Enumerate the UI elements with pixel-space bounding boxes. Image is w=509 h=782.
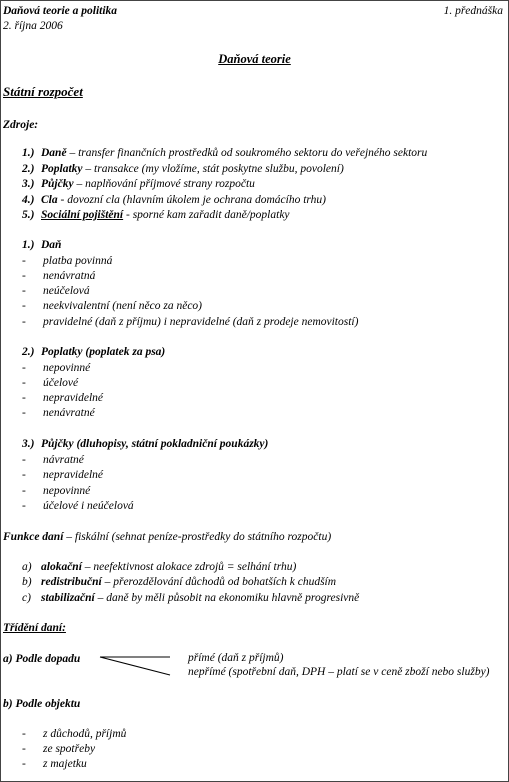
- page-title: Daňová teorie: [218, 52, 291, 66]
- list-item: c) stabilizační – daně by měli působit na ekonomiku hlavně progresivně: [22, 592, 360, 604]
- list-item: b) redistribuční – přerozdělování důchodů od bohatších k chudším: [22, 576, 337, 588]
- list-item: - z majetku: [22, 758, 87, 770]
- list-item: - účelové: [22, 377, 79, 389]
- course-name: Daňová teorie a politika: [3, 5, 118, 17]
- list-item: - ze spotřeby: [22, 743, 96, 755]
- list-item: - neúčelová: [22, 285, 90, 297]
- subsection-heading-poplatky: 2.) Poplatky (poplatek za psa): [22, 346, 166, 358]
- lecture-date: 2. října 2006: [3, 20, 63, 32]
- list-item: - návratné: [22, 454, 84, 466]
- classification-neprime: nepřímé (spotřební daň, DPH – platí se v ceně zboží nebo služby): [188, 666, 490, 678]
- subsection-heading-pujcky: 3.) Půjčky (dluhopisy, státní pokladniční poukázky): [22, 438, 269, 450]
- subsection-heading-dan: 1.) Daň: [22, 239, 62, 251]
- sources-label: Zdroje:: [3, 119, 39, 131]
- funkce-dani: Funkce daní – fiskální (sehnat peníze-prostředky do státního rozpočtu): [3, 531, 332, 543]
- list-item: - pravidelné (daň z příjmu) i nepravidelné (daň z prodeje nemovitostí): [22, 316, 359, 328]
- section-heading-trideni: Třídění daní:: [3, 622, 66, 634]
- list-item: 2.) Poplatky – transakce (my vložíme, stát poskytne službu, povolení): [22, 163, 344, 175]
- list-item: 1.) Daně – transfer finančních prostředků od soukromého sektoru do veřejného sektoru: [22, 147, 428, 159]
- list-item: - z důchodů, příjmů: [22, 728, 127, 740]
- list-item: a) alokační – neefektivnost alokace zdrojů = selhání trhu): [22, 561, 297, 573]
- lecture-number: 1. přednáška: [443, 5, 503, 17]
- classification-prime: přímé (daň z příjmů): [188, 652, 284, 664]
- section-heading-rozpocet: Státní rozpočet: [3, 84, 83, 99]
- list-item: - účelové i neúčelová: [22, 500, 134, 512]
- list-item: - nepovinné: [22, 485, 91, 497]
- list-item: - nenávratné: [22, 407, 95, 419]
- list-item: - nepovinné: [22, 362, 91, 374]
- list-item: - nepravidelné: [22, 469, 104, 481]
- list-item: - nenávratná: [22, 270, 96, 282]
- list-item: 3.) Půjčky – naplňování příjmové strany rozpočtu: [22, 178, 255, 190]
- classification-b-label: b) Podle objektu: [3, 698, 81, 710]
- list-item: 4.) Cla - dovozní cla (hlavním úkolem je ochrana domácího trhu): [22, 194, 327, 206]
- list-item: 5.) Sociální pojištění - sporné kam zařadit daně/poplatky: [22, 209, 290, 221]
- list-item: - platba povinná: [22, 255, 113, 267]
- classification-a-label: a) Podle dopadu: [3, 653, 81, 665]
- list-item: - neekvivalentní (není něco za něco): [22, 300, 203, 312]
- list-item: - nepravidelné: [22, 392, 104, 404]
